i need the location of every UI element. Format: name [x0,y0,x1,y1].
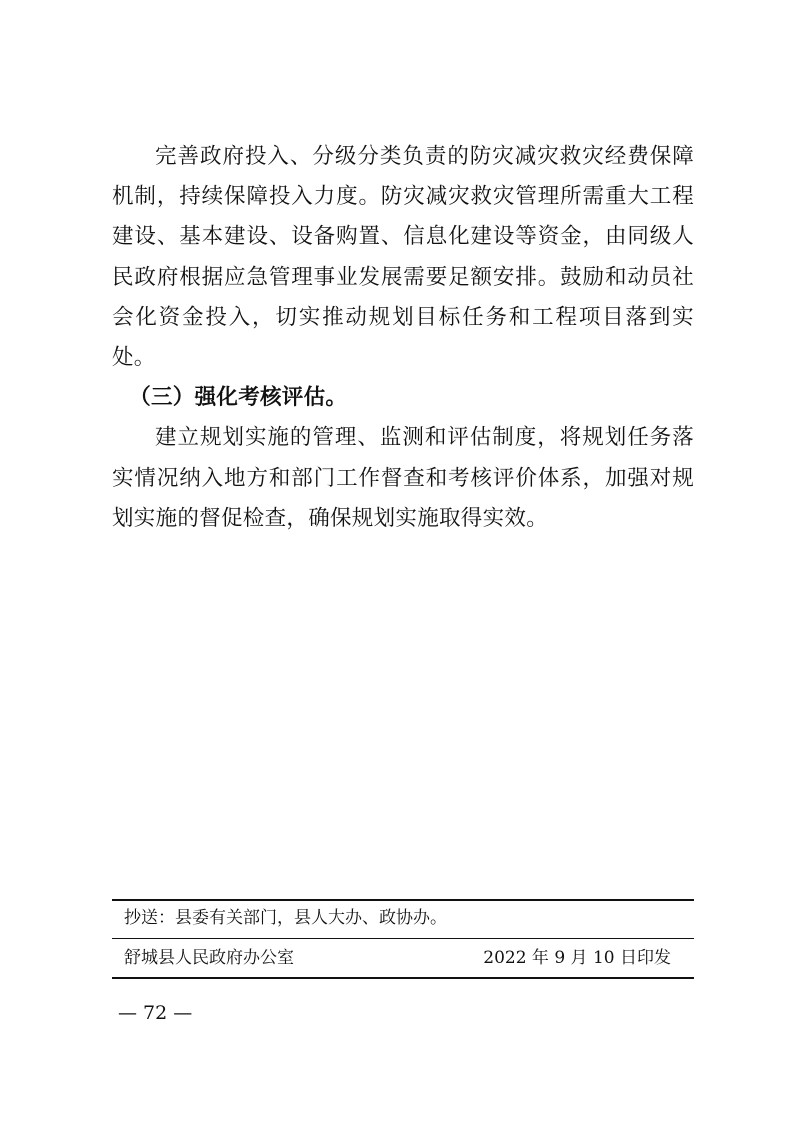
cc-distribution-line: 抄送：县委有关部门，县人大办、政协办。 [124,908,447,928]
document-body [112,137,694,539]
paragraph-funding-guarantee: 完善政府投入、分级分类负责的防灾减灾救灾经费保障机制，持续保障投入力度。防灾减灾救灾管理所需重大工程建设、基本建设、设备购置、信息化建设等资金，由同级人民政府根据应急管理事业发展需要足额安排。鼓励和动员社会化资金投入，切实推动规划目标任务和工程项目落到实处。 [112,144,694,371]
section-heading-assessment: （三）强化考核评估。 [129,385,348,411]
footer-top-rule [112,899,694,901]
footer-bottom-rule [112,977,694,979]
issuing-office: 舒城县人民政府办公室 [124,948,294,968]
paragraph-assessment: 建立规划实施的管理、监测和评估制度，将规划任务落实情况纳入地方和部门工作督查和考核评价体系，加强对规划实施的督促检查，确保规划实施取得实效。 [112,425,694,531]
footer-middle-rule [112,938,694,939]
issue-date: 2022 年 9 月 10 日印发 [483,948,671,968]
page-number: — 72 — [118,1002,193,1024]
